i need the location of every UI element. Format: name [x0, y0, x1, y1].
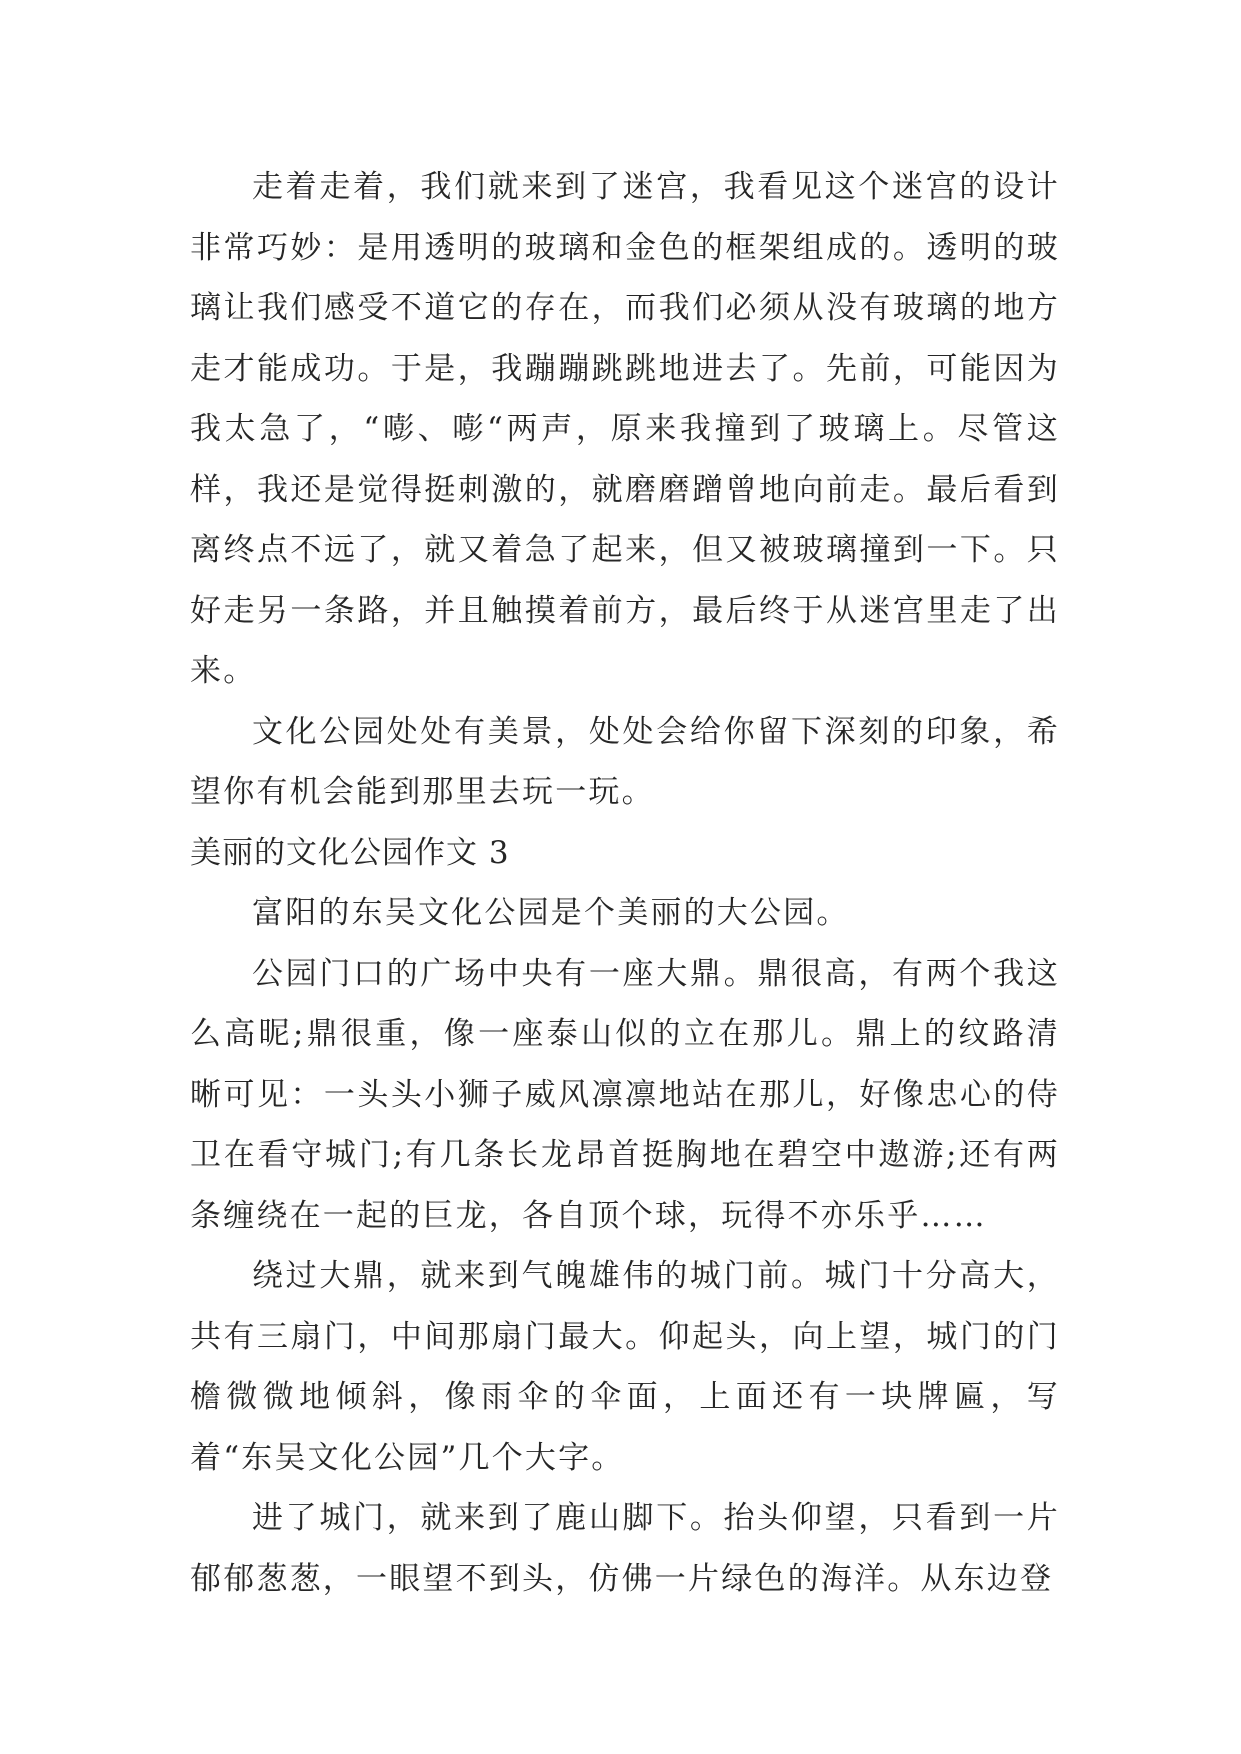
- paragraph-intro: 富阳的东吴文化公园是个美丽的大公园。: [252, 895, 850, 931]
- paragraph-city-gate: 绕过大鼎，就来到气魄雄伟的城门前。城门十分高大，共有三扇门，中间那扇门最大。仰起头，向上望，城门的门檐微微地倾斜，像雨伞的伞面，上面还有一块牌匾，写着“东吴文化公园”几个大字。: [190, 1258, 1060, 1476]
- paragraph-park-summary: 文化公园处处有美景，处处会给你留下深刻的印象，希望你有机会能到那里去玩一玩。: [190, 713, 1060, 810]
- document-body: [190, 157, 1060, 1609]
- section-heading: 美丽的文化公园作文 3: [190, 834, 510, 871]
- paragraph-ding: 公园门口的广场中央有一座大鼎。鼎很高，有两个我这么高昵;鼎很重，像一座泰山似的立在那儿。鼎上的纹路清晰可见：一头头小狮子威风凛凛地站在那儿，好像忠心的侍卫在看守城门;有几条长龙昂首挺胸地在碧空中遨游;还有两条缠绕在一起的巨龙，各自顶个球，玩得不亦乐乎……: [190, 955, 1060, 1234]
- paragraph-maze: 走着走着，我们就来到了迷宫，我看见这个迷宫的设计非常巧妙：是用透明的玻璃和金色的框架组成的。透明的玻璃让我们感受不道它的存在，而我们必须从没有玻璃的地方走才能成功。于是，我蹦蹦跳跳地进去了。先前，可能因为我太急了，“嘭、嘭“两声，原来我撞到了玻璃上。尽管这样，我还是觉得挺刺激的，就磨磨蹭曾地向前走。最后看到离终点不远了，就又着急了起来，但又被玻璃撞到一下。只好走另一条路，并且触摸着前方，最后终于从迷宫里走了出来。: [190, 169, 1060, 689]
- paragraph-lushan: 进了城门，就来到了鹿山脚下。抬头仰望，只看到一片郁郁葱葱，一眼望不到头，仿佛一片绿色的海洋。从东边登: [190, 1500, 1060, 1597]
